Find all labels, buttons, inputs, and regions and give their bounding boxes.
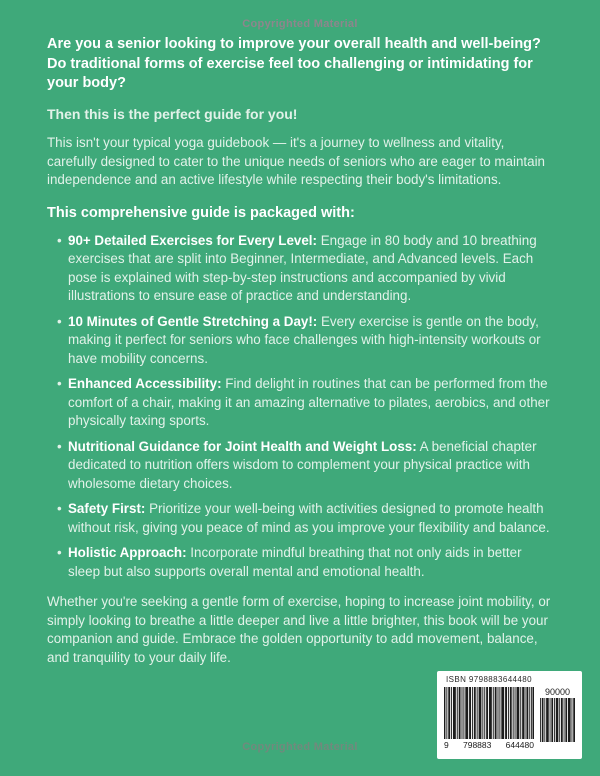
feature-title: Nutritional Guidance for Joint Health and Weight Loss: bbox=[68, 438, 417, 454]
bullet-icon bbox=[57, 438, 68, 494]
feature-title: Safety First: bbox=[68, 501, 146, 516]
feature-title: Holistic Approach: bbox=[68, 545, 187, 560]
feature-text bbox=[68, 313, 556, 369]
hook-heading: Are you a senior looking to improve your overall health and well-being? Do traditional forms of exercise feel too challenging or intimidating for your body? bbox=[47, 36, 541, 91]
feature-item bbox=[47, 438, 556, 494]
feature-text bbox=[68, 375, 556, 431]
price-barcode-bars-icon bbox=[540, 698, 575, 742]
feature-title: Enhanced Accessibility: bbox=[68, 376, 222, 391]
price-code: 90000 bbox=[544, 687, 571, 697]
feature-text bbox=[68, 544, 556, 581]
price-barcode bbox=[539, 687, 576, 742]
intro-paragraph: This isn't your typical yoga guidebook — it's a journey to wellness and vitality, carefully designed to cater to the unique needs of seniors who are eager to maintain independence and an active lifestyle while respecting their body's limitations. bbox=[47, 135, 545, 187]
feature-item bbox=[47, 544, 556, 581]
perfect-guide-line: Then this is the perfect guide for you! bbox=[47, 105, 298, 122]
features-list bbox=[47, 232, 556, 582]
barcode-bars-icon bbox=[444, 687, 534, 739]
isbn-digits: 9 798883 644480 bbox=[444, 740, 534, 750]
feature-description: Prioritize your well-being with activities designed to promote health without risk, giving you peace of mind as you improve your flexibility and balance. bbox=[68, 501, 550, 535]
feature-item bbox=[47, 313, 556, 369]
feature-text bbox=[68, 232, 556, 306]
features-heading: This comprehensive guide is packaged with: bbox=[47, 204, 355, 221]
feature-title: 10 Minutes of Gentle Stretching a Day!: bbox=[68, 313, 318, 329]
feature-text bbox=[68, 500, 556, 537]
feature-title: 90+ Detailed Exercises for Every Level: bbox=[68, 232, 317, 248]
back-cover-text bbox=[47, 35, 556, 681]
bullet-icon bbox=[57, 544, 68, 581]
closing-paragraph: Whether you're seeking a gentle form of exercise, hoping to increase joint mobility, or simply looking to breathe a little deeper and live a little brighter, this book will be your companion and guide. Embrace the golden opportunity to add movement, balance, and tranquility to your daily life. bbox=[47, 594, 551, 665]
feature-item bbox=[47, 232, 556, 306]
copyrighted-material-top: Copyrighted Material bbox=[242, 18, 358, 30]
feature-description: Find delight in routines that can be performed from the comfort of a chair, making it an amazing alternative to pilates, aerobics, and other physically taxing sports. bbox=[68, 376, 550, 428]
feature-item bbox=[47, 375, 556, 431]
feature-description: A beneficial chapter dedicated to nutrition offers wisdom to complement your physical practice with wholesome dietary choices. bbox=[68, 438, 537, 491]
bullet-icon bbox=[57, 500, 68, 537]
bullet-icon bbox=[57, 375, 68, 431]
feature-text bbox=[68, 438, 556, 494]
copyrighted-material-bottom: Copyrighted Material bbox=[242, 741, 358, 753]
isbn-label: ISBN 9798883644480 bbox=[446, 675, 532, 684]
feature-description: Engage in 80 body and 10 breathing exercises that are split into Beginner, Intermediate, and Advanced levels. Each pose is explained with step-by-step instructions and accompanied by vivid illustrations to ensure ease of practice and understanding. bbox=[68, 232, 537, 303]
bullet-icon bbox=[57, 313, 68, 369]
feature-item bbox=[47, 500, 556, 537]
feature-description: Incorporate mindful breathing that not only aids in better sleep but also supports overall mental and emotional health. bbox=[68, 545, 522, 579]
bullet-icon bbox=[57, 232, 68, 306]
feature-description: Every exercise is gentle on the body, making it perfect for seniors who face challenges with high-intensity workouts or have mobility concerns. bbox=[68, 313, 541, 366]
